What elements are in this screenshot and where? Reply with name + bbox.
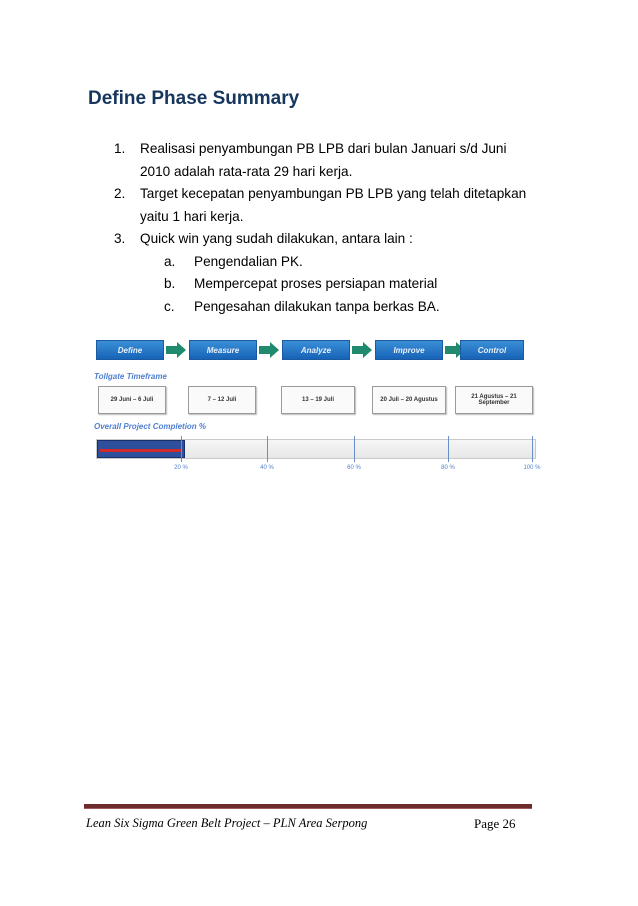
tick-mark	[448, 436, 449, 462]
progress-stripe	[100, 449, 182, 452]
page-title: Define Phase Summary	[88, 88, 300, 109]
timeframe-define: 29 Juni – 6 Juli	[98, 386, 166, 414]
tick-label-100: 100 %	[523, 465, 541, 471]
list-number: 1.	[114, 141, 126, 156]
sub-list-letter: b.	[164, 276, 176, 291]
completion-progress-bar	[96, 439, 536, 459]
phase-control: Control	[460, 340, 524, 360]
tick-mark	[354, 436, 355, 462]
sub-list-item	[114, 273, 534, 296]
timeframe-control: 21 Agustus – 21 September	[455, 386, 533, 414]
sub-list-letter: c.	[164, 298, 175, 314]
page-number: Page 26	[474, 816, 516, 831]
sub-list-text: Pengesahan dilakukan tanpa berkas BA.	[194, 298, 440, 314]
tollgate-label: Tollgate Timeframe	[94, 372, 167, 381]
list-text: Realisasi penyambungan PB LPB dari bulan Januari s/d Juni 2010 adalah rata-rata 29 hari kerja.	[140, 141, 507, 179]
completion-progress-fill	[97, 440, 185, 458]
list-item	[114, 228, 534, 251]
list-number: 3.	[114, 231, 126, 246]
tick-label-40: 40 %	[260, 465, 274, 471]
footer-divider	[84, 804, 532, 809]
timeframe-measure: 7 – 12 Juli	[188, 386, 256, 414]
timeframe-analyze: 13 – 19 Juli	[281, 386, 355, 414]
phase-diagram	[92, 336, 548, 486]
timeframe-improve: 20 Juli – 20 Agustus	[372, 386, 446, 414]
sub-list-item	[114, 251, 534, 274]
phase-improve: Improve	[375, 340, 443, 360]
list-item	[114, 138, 534, 183]
tick-label-80: 80 %	[441, 465, 455, 471]
sub-list-text: Mempercepat proses persiapan material	[194, 276, 438, 291]
arrow-icon	[166, 342, 186, 358]
tick-mark	[181, 436, 182, 462]
sub-list-item	[114, 296, 534, 319]
tick-mark	[267, 436, 268, 462]
phase-analyze: Analyze	[282, 340, 350, 360]
list-text: Quick win yang sudah dilakukan, antara lain :	[140, 231, 413, 246]
arrow-icon	[259, 342, 279, 358]
tick-label-20: 20 %	[174, 465, 188, 471]
tick-mark	[532, 436, 533, 462]
sub-list-letter: a.	[164, 253, 176, 269]
phase-define: Define	[96, 340, 164, 360]
tick-label-60: 60 %	[347, 465, 361, 471]
list-text: Target kecepatan penyambungan PB LPB yang telah ditetapkan yaitu 1 hari kerja.	[140, 186, 527, 224]
footer-title: Lean Six Sigma Green Belt Project – PLN Area Serpong	[86, 816, 368, 830]
summary-list	[114, 138, 534, 318]
completion-label: Overall Project Completion %	[94, 422, 207, 431]
list-item	[114, 183, 534, 228]
phase-measure: Measure	[189, 340, 257, 360]
sub-list-text: Pengendalian PK.	[194, 253, 303, 269]
arrow-icon	[352, 342, 372, 358]
list-number: 2.	[114, 186, 126, 201]
